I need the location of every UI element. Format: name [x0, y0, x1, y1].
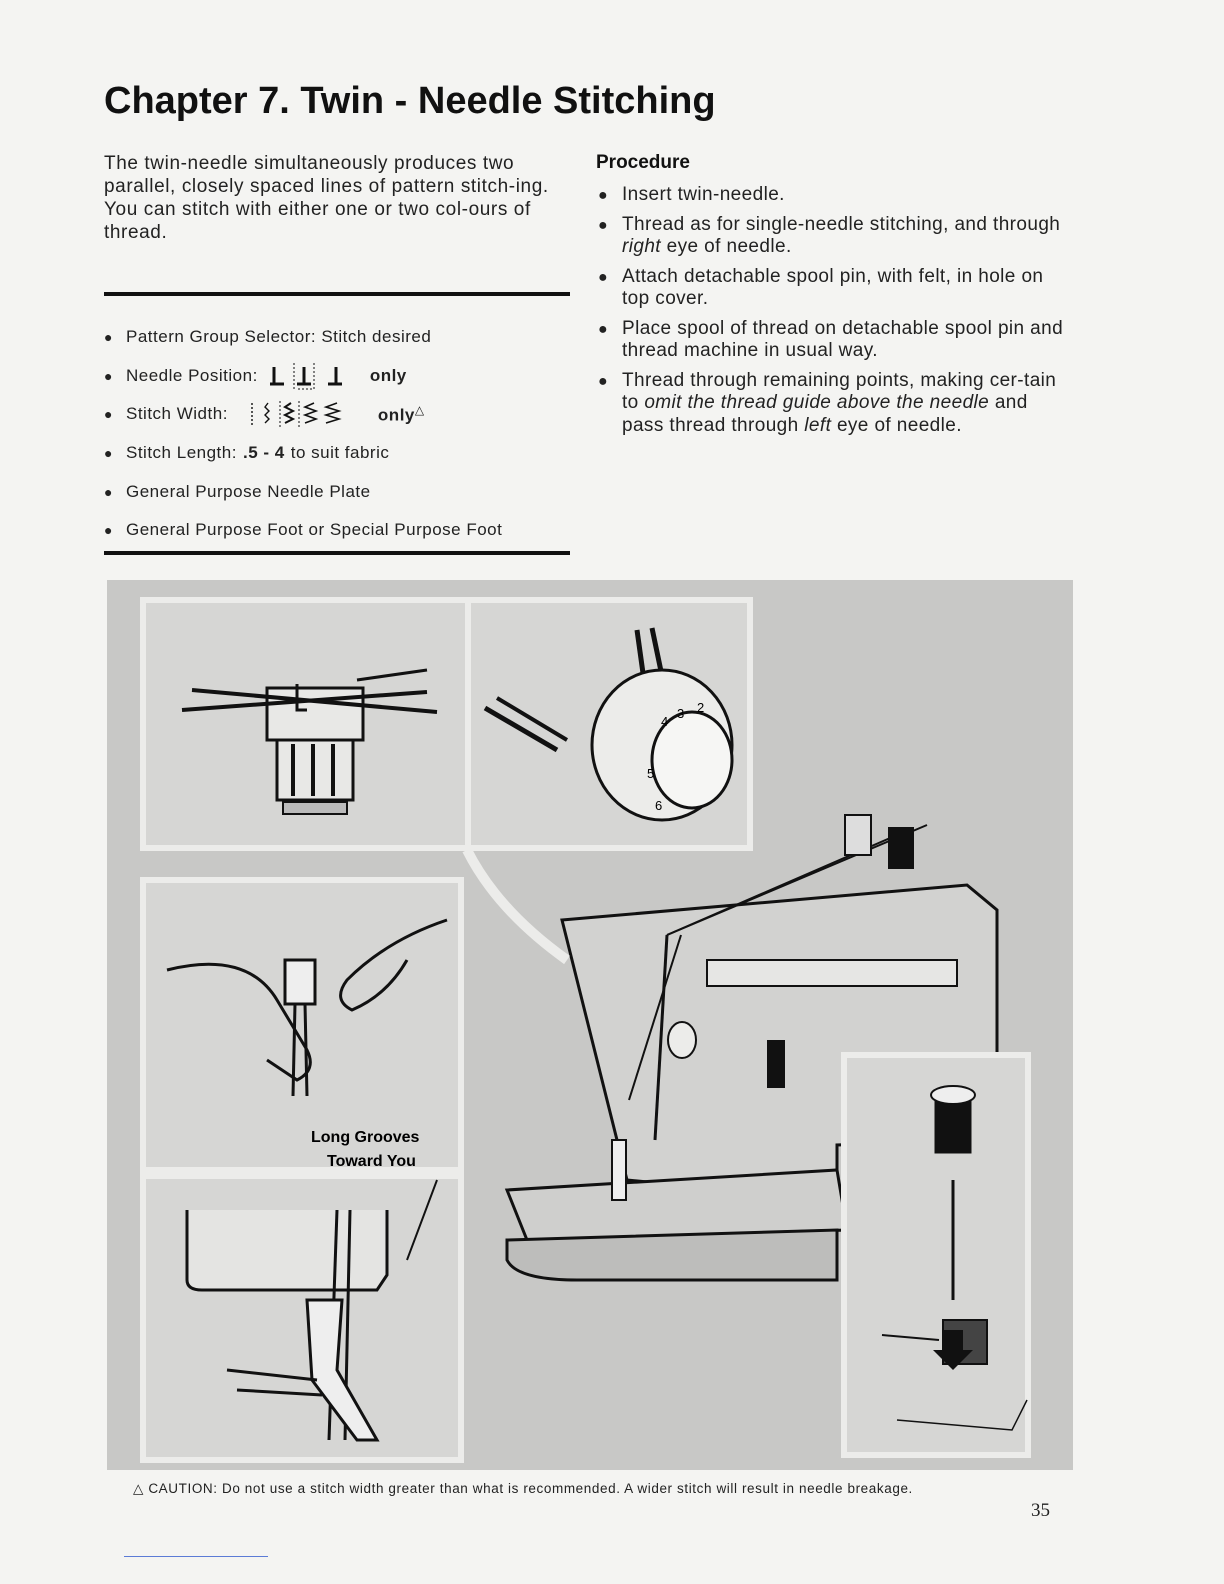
setting-text: General Purpose Foot or Special Purpose Foot [126, 520, 503, 540]
chapter-title: Chapter 7. Twin - Needle Stitching [104, 80, 716, 122]
settings-list [104, 318, 574, 550]
setting-label: Stitch Length: [126, 443, 237, 463]
tension-dial-panel [468, 600, 750, 848]
procedure-step: ● Thread through remaining points, making cer-tain to omit the thread guide above the needle and pass thread through left eye of needle. [598, 369, 1057, 436]
page-number: 35 [1031, 1500, 1050, 1521]
bullet-icon: ● [598, 268, 609, 286]
setting-needle-position [104, 357, 574, 396]
needle-label-line1: Long Grooves [311, 1129, 420, 1146]
caution-triangle-icon: △ [414, 403, 425, 418]
setting-text: General Purpose Needle Plate [126, 481, 371, 501]
setting-pattern-group [104, 318, 574, 357]
bullet-icon: ● [598, 216, 609, 234]
stitch-length-note: to suit fabric [290, 443, 390, 463]
bullet-icon: ● [104, 483, 113, 500]
bullet-icon: ● [104, 329, 113, 346]
setting-text: Pattern Group Selector: Stitch desired [126, 327, 432, 347]
dial-number: 2 [697, 700, 705, 715]
procedure-heading: Procedure [596, 152, 690, 173]
setting-label: Needle Position: [126, 365, 258, 385]
spool-pin-attach-panel [844, 1055, 1028, 1455]
bullet-icon: ● [104, 522, 113, 539]
stitch-width-note: only△ [377, 403, 425, 425]
setting-stitch-length [104, 434, 574, 473]
stitch-width-symbols-icon [238, 399, 376, 429]
bullet-icon: ● [598, 187, 609, 204]
dial-number: 6 [655, 798, 663, 813]
settings-top-rule [104, 292, 570, 296]
bullet-icon: ● [598, 320, 609, 338]
setting-needle-plate [104, 472, 574, 511]
procedure-step: ● Place spool of thread on detachable spool pin and thread machine in usual way. [598, 317, 1064, 361]
bullet-icon: ● [104, 445, 113, 462]
setting-stitch-width [104, 395, 574, 434]
insert-needle-panel [143, 880, 461, 1170]
threading-illustration [107, 580, 1073, 1470]
thread-spool-icon [889, 828, 913, 868]
spool-pin-panel [143, 600, 468, 848]
procedure-steps [596, 184, 1068, 444]
bullet-icon: ● [104, 406, 113, 423]
setting-label: Stitch Width: [126, 404, 228, 424]
presser-foot-panel [143, 1176, 461, 1460]
procedure-step: ● Attach detachable spool pin, with felt, in hole on top cover. [598, 265, 1044, 309]
needle-label-line2: Toward You [327, 1153, 416, 1170]
needle-position-note: only [369, 365, 407, 385]
needle-position-symbols-icon [268, 361, 354, 391]
dial-number: 4 [661, 714, 669, 729]
procedure-step: ● Thread as for single-needle stitching, and through right eye of needle. [598, 213, 1061, 257]
dial-number: 5 [647, 766, 655, 781]
thread-spool-icon [845, 815, 871, 855]
bullet-icon: ● [598, 372, 609, 390]
dial-number: 3 [677, 706, 685, 721]
procedure-step: ● Insert twin-needle. [596, 184, 1068, 207]
settings-bottom-rule [104, 551, 570, 555]
setting-foot [104, 511, 574, 550]
caution-note: △ CAUTION: Do not use a stitch width greater than what is recommended. A wider stitch will result in needle breakage. [133, 1481, 913, 1496]
intro-paragraph: The twin-needle simultaneously produces two parallel, closely spaced lines of pattern stitch-ing. You can stitch with either one or two col-ours of thread. [104, 153, 549, 243]
stitch-length-value: .5 - 4 [242, 443, 285, 463]
footer-link-line [124, 1556, 268, 1557]
bullet-icon: ● [104, 367, 113, 384]
twin-needle-icon [293, 1004, 295, 1096]
